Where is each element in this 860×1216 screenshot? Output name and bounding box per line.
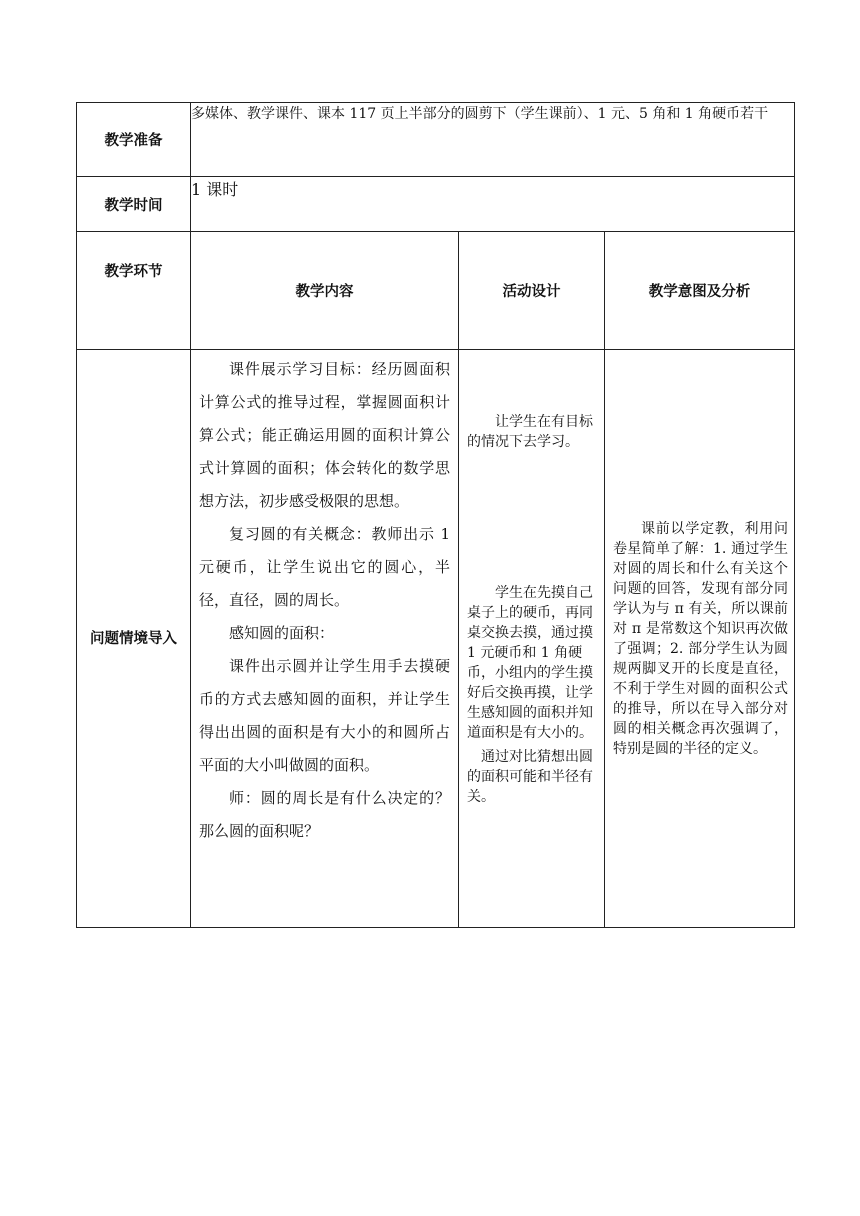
analysis-paragraph: 课前以学定教，利用问卷星简单了解：1. 通过学生对圆的周长和什么有关这个问题的回答，发现有部分同学认为与 π 有关，所以课前对 π 是常数这个知识再次做了强调；2. 部分学生认为圆规两脚叉开的长度是直径，不利于学生对圆的面积公式的推导，所以在导入部分对圆的相关概念再次强调了，特别是圆的半径的定义。 [613, 520, 788, 757]
activity-paragraph: 学生在先摸自己桌子上的硬币，再同桌交换去摸，通过摸 1 元硬币和 1 角硬币，小组内的学生摸好后交换再摸，让学生感知圆的面积并知道面积是有大小的。 [467, 585, 593, 741]
header-content: 教学内容 [191, 232, 459, 350]
content-paragraph: 复习圆的有关概念：教师出示 1 元硬币，让学生说出它的圆心，半径，直径，圆的周长。 [199, 525, 450, 609]
teaching-content-cell [191, 350, 459, 928]
activity-paragraph: 让学生在有目标的情况下去学习。 [467, 414, 593, 450]
analysis-cell [605, 350, 795, 928]
activity-paragraph: 通过对比猜想出圆的面积可能和半径有关。 [467, 749, 593, 805]
row-intro [77, 350, 795, 928]
content-paragraph: 课件展示学习目标：经历圆面积计算公式的推导过程，掌握圆面积计算公式；能正确运用圆的面积计算公式计算圆的面积；体会转化的数学思想方法，初步感受极限的思想。 [199, 360, 450, 510]
time-content: 1 课时 [191, 177, 795, 232]
preparation-content: 多媒体、教学课件、课本 117 页上半部分的圆剪下（学生课前）、1 元、5 角和 1 角硬币若干 [191, 103, 795, 177]
content-paragraph: 师：圆的周长是有什么决定的？那么圆的面积呢？ [199, 789, 450, 840]
lesson-plan-table [76, 102, 795, 928]
row-preparation [77, 103, 795, 177]
content-paragraph: 感知圆的面积： [229, 624, 335, 642]
header-analysis: 教学意图及分析 [605, 232, 795, 350]
label-preparation: 教学准备 [77, 103, 191, 177]
label-time: 教学时间 [77, 177, 191, 232]
header-activity: 活动设计 [459, 232, 605, 350]
stage-intro: 问题情境导入 [77, 350, 191, 928]
row-time [77, 177, 795, 232]
header-stage: 教学环节 [77, 232, 191, 350]
content-paragraph: 课件出示圆并让学生用手去摸硬币的方式去感知圆的面积，并让学生得出出圆的面积是有大小的和圆所占平面的大小叫做圆的面积。 [199, 657, 450, 774]
row-header [77, 232, 795, 350]
activity-design-cell [459, 350, 605, 928]
